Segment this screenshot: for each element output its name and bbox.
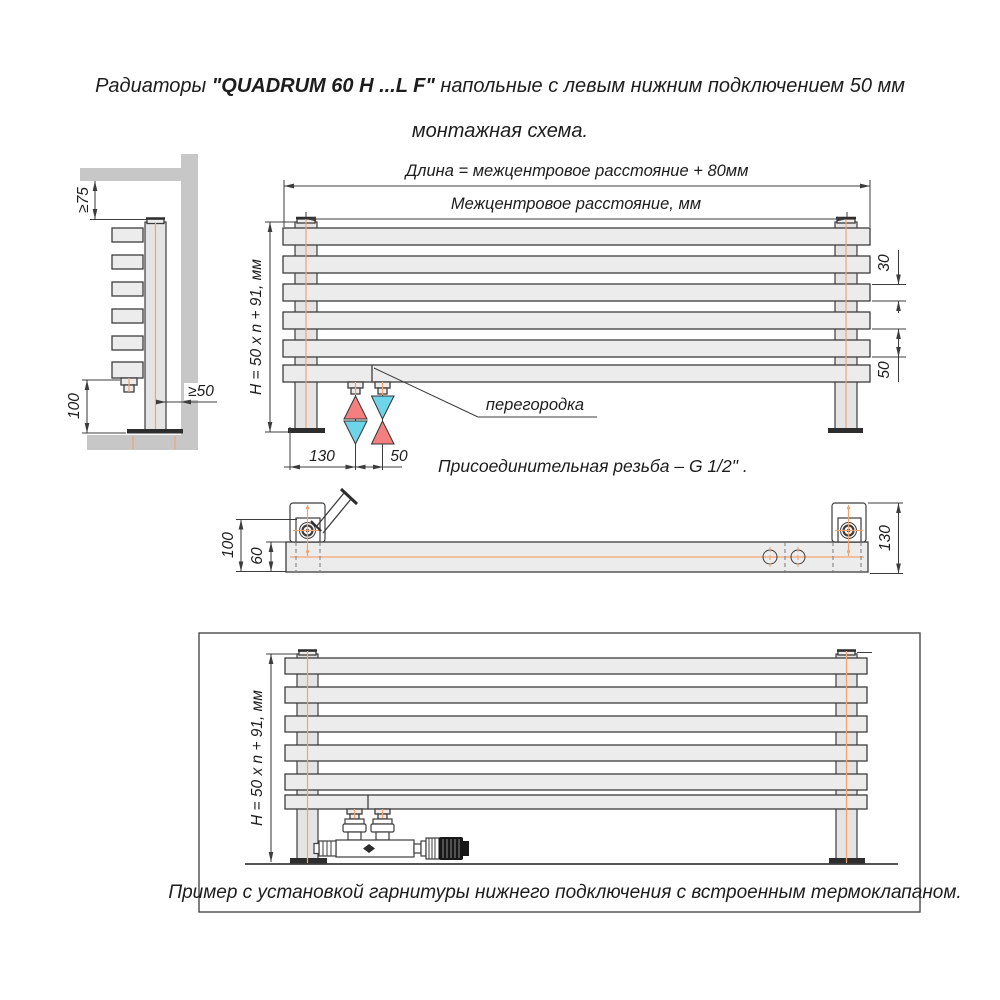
right-foot-plate: [828, 428, 863, 433]
dim-height-formula: H = 50 x n + 91, мм: [249, 690, 267, 826]
dim-height-formula: H = 50 x n + 91, мм: [248, 259, 266, 395]
floor: [87, 435, 198, 450]
wall: [181, 154, 198, 450]
side-tube: [112, 255, 143, 269]
dim-wall-clearance: ≥50: [188, 383, 214, 400]
page-title: Радиаторы "QUADRUM 60 H ...L F" напольные с левым нижним подключением 50 мм: [95, 75, 905, 97]
radiator-tube: [285, 774, 867, 790]
dim-tube-depth: 60: [249, 547, 267, 565]
side-bottom-tube: [112, 362, 143, 378]
center-dot: [847, 506, 850, 509]
partition-label: перегородка: [485, 396, 585, 414]
dim-tube-height: 30: [876, 254, 894, 272]
front-view: [248, 162, 906, 476]
bottom-collector-tube: [283, 365, 870, 382]
radiator-tube: [283, 340, 870, 357]
top-view: [220, 489, 903, 574]
dim-conn-offset: 130: [309, 448, 335, 465]
dim-conn-spacing: 50: [390, 448, 408, 465]
example-caption: Пример с установкой гарнитуры нижнего подключения с встроенным термоклапаном.: [168, 882, 962, 903]
side-tube: [112, 228, 143, 242]
dim-center-distance-label: Межцентровое расстояние, мм: [450, 195, 702, 213]
left-foot-plate: [290, 858, 327, 864]
dim-foot-length: 130: [877, 525, 895, 551]
center-dot: [306, 550, 309, 553]
radiator-tube: [283, 228, 870, 245]
radiator-tube: [285, 716, 867, 732]
side-tube: [112, 282, 143, 296]
side-foot-plate: [127, 429, 183, 434]
bottom-connection-valve: [314, 819, 469, 860]
radiator-tube: [285, 658, 867, 674]
dim-top-clearance: ≥75: [75, 187, 93, 213]
page-subtitle: монтажная схема.: [411, 120, 589, 142]
supply-triangle-icon: [372, 421, 395, 444]
thread-note: Присоединительная резьба – G 1/2" .: [438, 456, 748, 476]
center-dot: [306, 506, 309, 509]
radiator-tube: [283, 256, 870, 273]
side-tube: [112, 336, 143, 350]
dim-length-label: Длина = межцентровое расстояние + 80мм: [405, 162, 749, 180]
radiator-tube: [285, 687, 867, 703]
supply-triangle-icon: [344, 396, 367, 419]
dim-floor-height: 100: [66, 393, 84, 419]
radiator-tube: [283, 284, 870, 301]
dim-pitch: 50: [876, 361, 894, 379]
bottom-collector-tube: [285, 795, 867, 809]
dim-total-depth: 100: [220, 532, 238, 558]
left-foot-plate: [288, 428, 325, 433]
radiator-tube: [285, 745, 867, 761]
example-box: [168, 633, 961, 912]
center-dot: [847, 550, 850, 553]
wall-ledge: [80, 168, 182, 181]
radiator-tube: [283, 312, 870, 329]
side-tube: [112, 309, 143, 323]
side-view: [66, 154, 219, 450]
return-triangle-icon: [372, 396, 395, 419]
return-triangle-icon: [344, 421, 367, 444]
